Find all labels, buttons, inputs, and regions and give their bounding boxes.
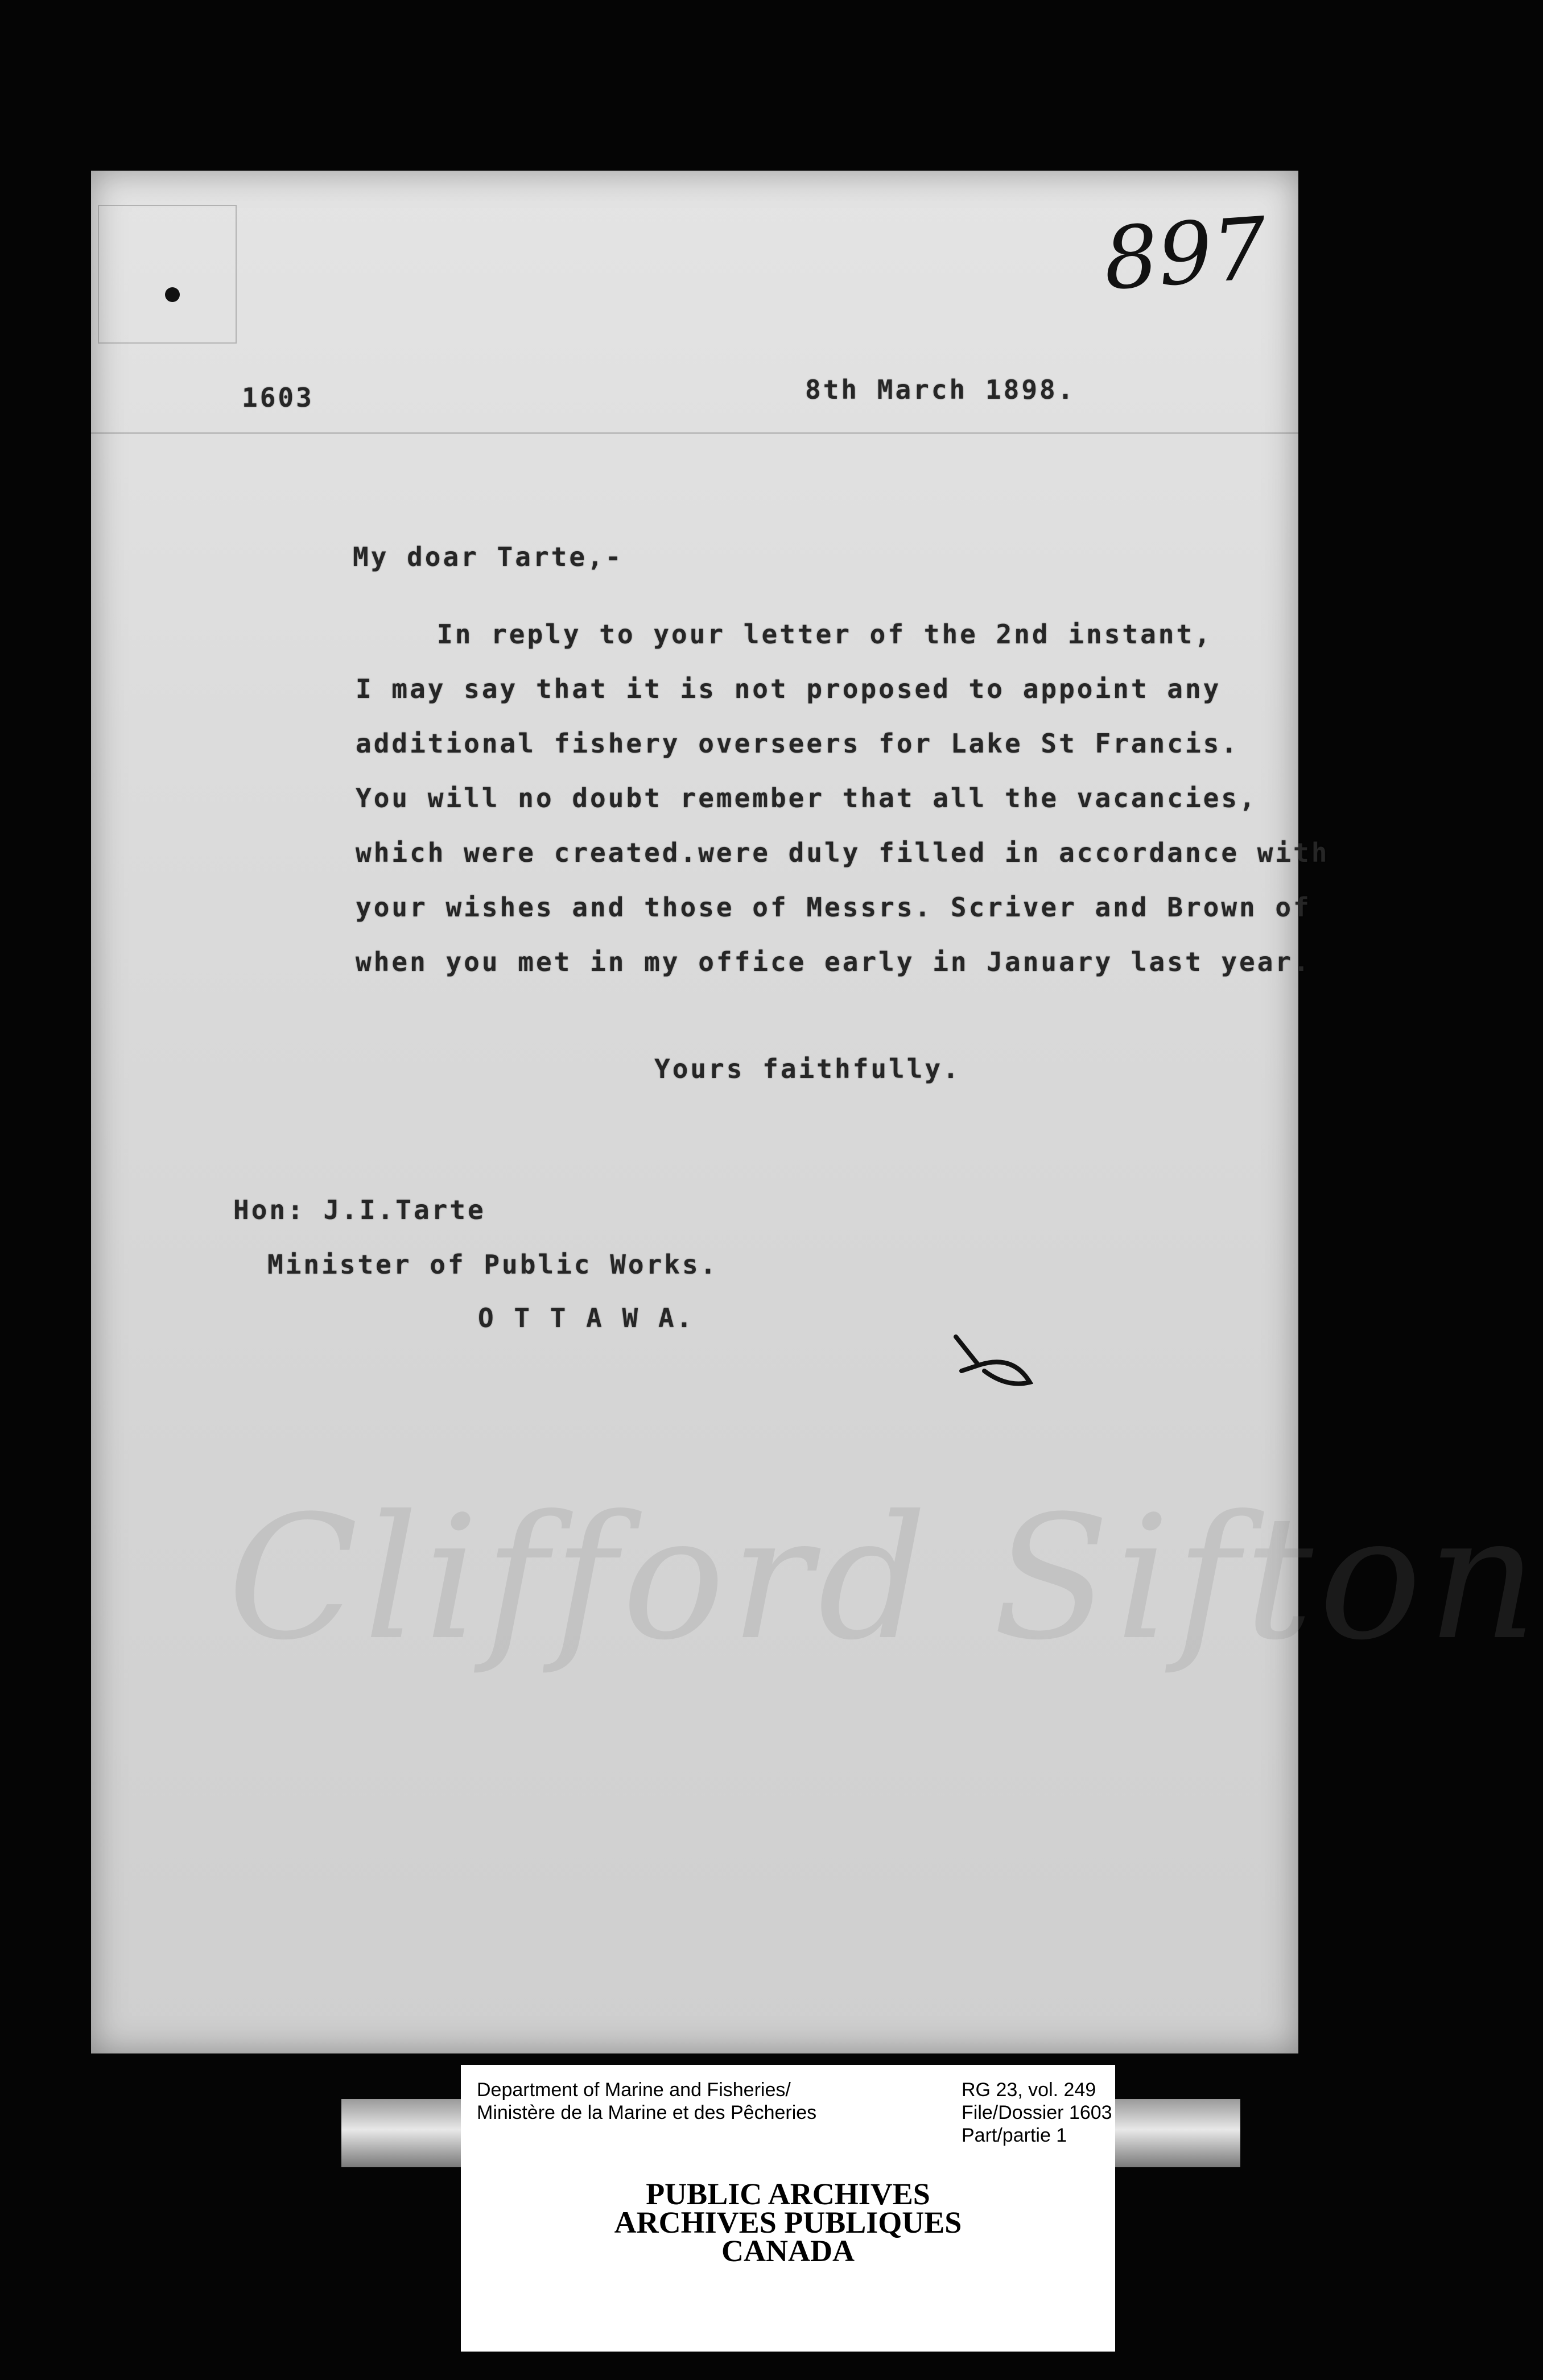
recipient-name: Hon: J.I.Tarte [233, 1195, 486, 1225]
archives-seal [461, 2177, 1115, 2268]
department-english: Department of Marine and Fisheries/ [477, 2079, 791, 2101]
recipient-city: O T T A W A. [478, 1303, 695, 1333]
seal-line-public-archives: PUBLIC ARCHIVES [646, 2177, 930, 2211]
archive-label-card [461, 2065, 1115, 2352]
salutation: My doar Tarte,- [353, 542, 624, 572]
seal-line-canada: CANADA [721, 2234, 855, 2268]
binder-clip-left [341, 2099, 467, 2167]
binder-clip-right [1115, 2099, 1240, 2167]
body-line: your wishes and those of Messrs. Scriver and Brown of [356, 892, 1311, 923]
body-line: In reply to your letter of the 2nd instant, [437, 619, 1212, 650]
file-reference: File/Dossier 1603 [962, 2102, 1112, 2123]
file-number: 1603 [242, 382, 314, 413]
punch-hole [165, 287, 180, 302]
body-line: additional fishery overseers for Lake St Francis. [356, 728, 1240, 759]
letter-date: 8th March 1898. [805, 374, 1076, 405]
letter-page [91, 171, 1543, 2053]
record-group: RG 23, vol. 249 [962, 2079, 1096, 2101]
part-reference: Part/partie 1 [962, 2125, 1067, 2146]
punch-hole-frame [98, 205, 237, 344]
department-french: Ministère de la Marine et des Pêcheries [477, 2102, 817, 2123]
check-mark-icon [950, 1331, 1041, 1394]
signature-watermark: Clifford Sifton [228, 1479, 1543, 1677]
card-reference [962, 2079, 1112, 2147]
seal-line-archives-publiques: ARCHIVES PUBLIQUES [614, 2205, 962, 2239]
body-line: I may say that it is not proposed to appoint any [356, 673, 1222, 704]
recipient-title: Minister of Public Works. [267, 1249, 719, 1280]
card-department [477, 2079, 816, 2124]
body-line: when you met in my office early in January last year. [356, 947, 1311, 977]
body-line: which were created.were duly filled in accordance with [356, 837, 1330, 868]
closing: Yours faithfully. [654, 1053, 961, 1084]
body-line: You will no doubt remember that all the vacancies, [356, 783, 1257, 813]
page-number-handwritten: 897 [1100, 199, 1270, 309]
